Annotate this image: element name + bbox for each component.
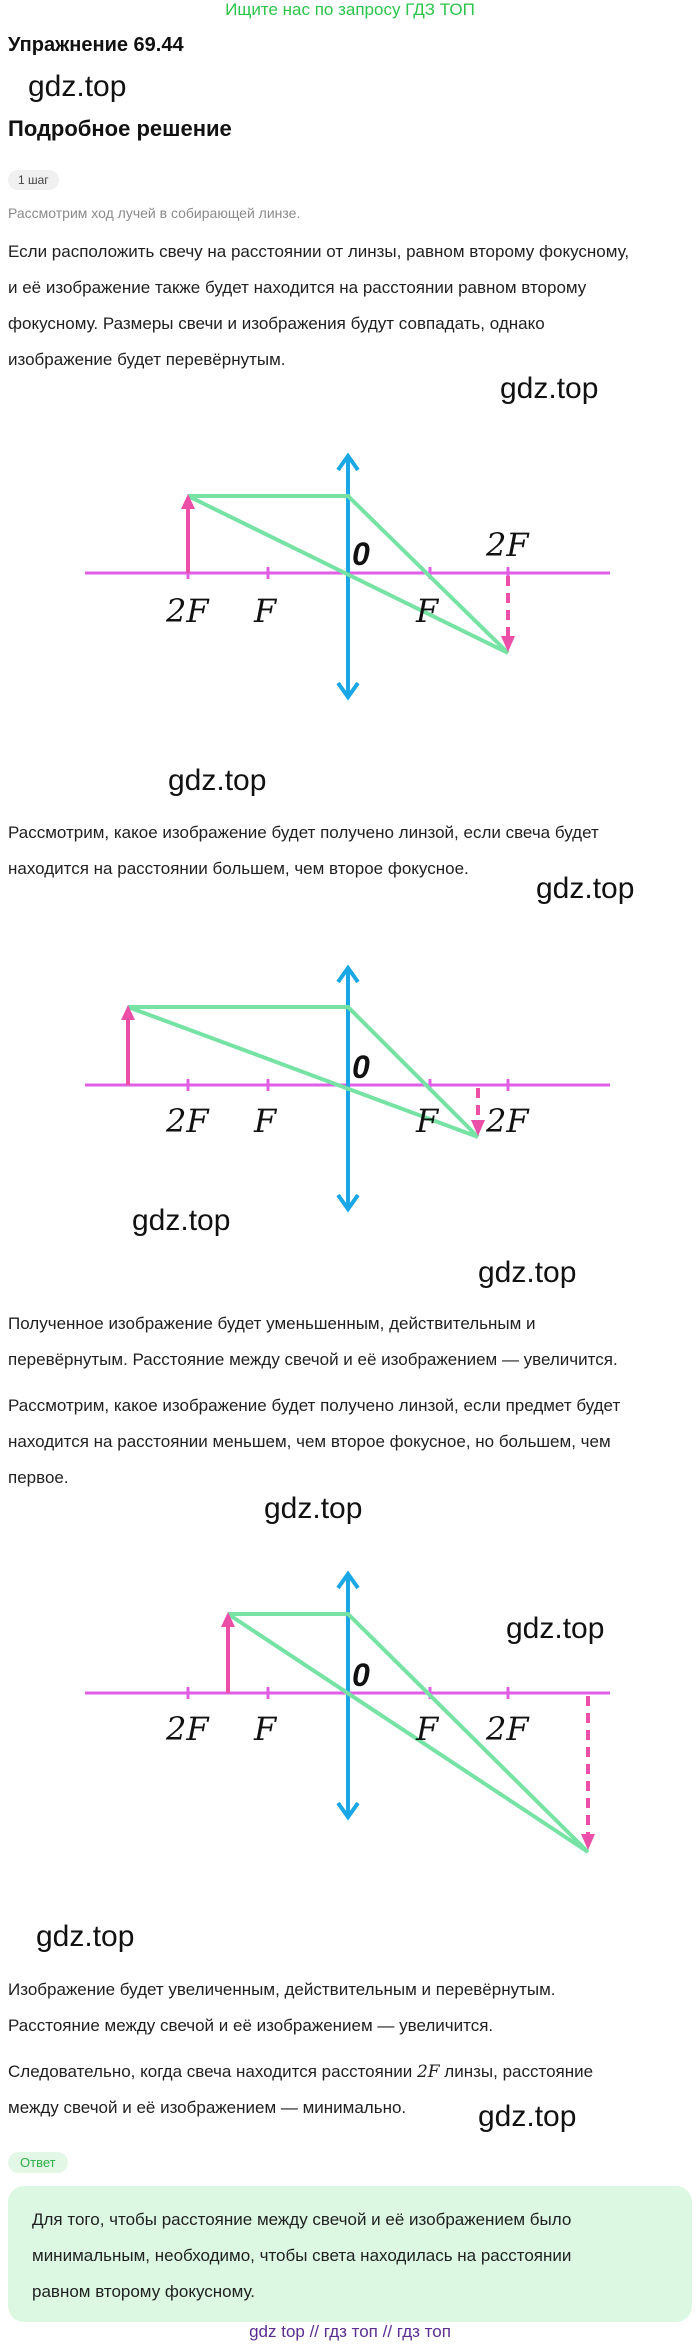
label-2f-left: 2F <box>166 592 209 630</box>
watermark: gdz.top <box>536 872 635 905</box>
watermark: gdz.top <box>264 1492 363 1525</box>
ray-center <box>228 1614 588 1852</box>
section-title: Подробное решение <box>8 116 232 141</box>
lens-diagram-2 <box>0 950 700 1220</box>
watermark: gdz.top <box>168 764 267 797</box>
watermark: gdz.top <box>132 1204 231 1237</box>
paragraph-line: между свечой и её изображением — минимально. <box>8 2098 407 2117</box>
label-f-right: F <box>416 1710 439 1748</box>
paragraph-6 <box>8 2054 692 2126</box>
watermark: gdz.top <box>478 1256 577 1289</box>
answer-line: Для того, чтобы расстояние между свечой и её изображением было <box>32 2210 572 2229</box>
watermark: gdz.top <box>28 70 127 103</box>
label-f-left: F <box>254 592 277 630</box>
text-span: линзы, расстояние <box>439 2062 594 2081</box>
paragraph-line: перевёрнутым. Расстояние между свечой и её изображением — увеличится. <box>8 1350 618 1369</box>
watermark: gdz.top <box>506 1612 605 1645</box>
paragraph-line: Рассмотрим, какое изображение будет получено линзой, если предмет будет <box>8 1396 621 1415</box>
paragraph-line: Рассмотрим, какое изображение будет получено линзой, если свеча будет <box>8 823 599 842</box>
top-banner[interactable]: Ищите нас по запросу ГДЗ ТОП <box>225 0 475 19</box>
lens-diagram-3 <box>0 1565 700 1870</box>
paragraph-line: находится на расстоянии меньшем, чем второе фокусное, но большем, чем <box>8 1432 611 1451</box>
paragraph-1 <box>8 234 692 378</box>
answer-line: минимальным, необходимо, чтобы света находилась на расстоянии <box>32 2246 572 2265</box>
lens-center-label: 0 <box>352 536 370 572</box>
answer-badge: Ответ <box>8 2152 68 2173</box>
label-2f-right: 2F <box>486 526 529 564</box>
footer-links[interactable]: gdz top // гдз топ // гдз топ <box>249 2322 451 2341</box>
label-2f-right: 2F <box>486 1102 529 1140</box>
paragraph-line: изображение будет перевёрнутым. <box>8 350 286 369</box>
step-badge: 1 шаг <box>8 170 59 190</box>
text-span: Следовательно, когда свеча находится расстоянии <box>8 2062 417 2081</box>
lens-center-label: 0 <box>352 1049 370 1085</box>
paragraph-line: Полученное изображение будет уменьшенным, действительным и <box>8 1314 536 1333</box>
step-hint: Рассмотрим ход лучей в собирающей линзе. <box>8 205 301 221</box>
paragraph-5 <box>8 1972 692 2044</box>
answer-text <box>32 2202 672 2310</box>
paragraph-line: находится на расстоянии большем, чем второе фокусное. <box>8 859 469 878</box>
label-2f-right: 2F <box>486 1710 529 1748</box>
paragraph-line <box>8 2054 692 2090</box>
label-2f-left: 2F <box>166 1710 209 1748</box>
label-f-left: F <box>254 1102 277 1140</box>
paragraph-line: Если расположить свечу на расстоянии от линзы, равном второму фокусному, <box>8 242 630 261</box>
watermark: gdz.top <box>36 1920 135 1953</box>
exercise-title: Упражнение 69.44 <box>8 34 184 56</box>
paragraph-line: и её изображение также будет находится на расстоянии равном второму <box>8 278 587 297</box>
label-f-right: F <box>416 1102 439 1140</box>
label-f-left: F <box>254 1710 277 1748</box>
watermark: gdz.top <box>500 372 599 405</box>
answer-line: равном второму фокусному. <box>32 2282 256 2301</box>
paragraph-line: фокусному. Размеры свечи и изображения будут совпадать, однако <box>8 314 545 333</box>
lens-diagram-1 <box>0 440 700 710</box>
lens-center-label: 0 <box>352 1657 370 1693</box>
paragraph-3 <box>8 1306 692 1378</box>
paragraph-line: первое. <box>8 1468 69 1487</box>
watermark: gdz.top <box>478 2100 577 2133</box>
label-f-right: F <box>416 592 439 630</box>
paragraph-line: Изображение будет увеличенным, действительным и перевёрнутым. <box>8 1980 556 1999</box>
math-2f: 2F <box>416 2062 440 2082</box>
paragraph-line: Расстояние между свечой и её изображением — увеличится. <box>8 2016 494 2035</box>
paragraph-4 <box>8 1388 692 1496</box>
label-2f-left: 2F <box>166 1102 209 1140</box>
